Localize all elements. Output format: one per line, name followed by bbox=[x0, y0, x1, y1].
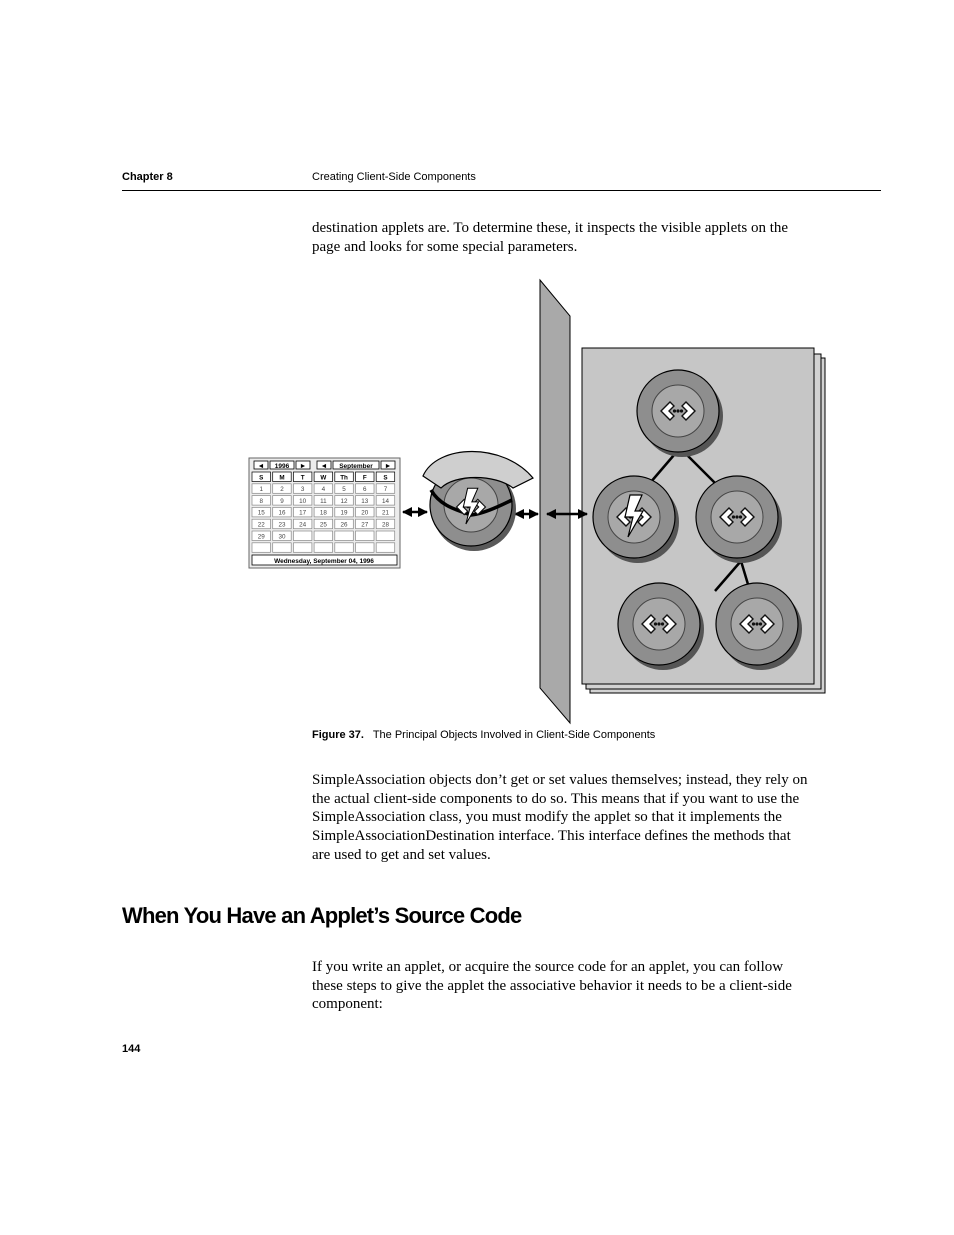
calendar-month: September bbox=[339, 463, 373, 470]
calendar-day-label: 21 bbox=[381, 509, 389, 517]
calendar-day-label: 22 bbox=[257, 521, 265, 529]
calendar-day-label: 19 bbox=[340, 509, 348, 517]
calendar-day-label: 5 bbox=[342, 486, 346, 494]
calendar-day-label: 12 bbox=[340, 497, 348, 505]
calendar-day-label: 17 bbox=[299, 509, 307, 517]
body-paragraph-1: destination applets are. To determine these, it inspects the visible applets on the page and looks for some special parameters. bbox=[312, 220, 789, 255]
calendar-weekday-label: W bbox=[320, 474, 327, 482]
calendar-weekday-label: M bbox=[279, 474, 285, 482]
calendar-day-cell bbox=[376, 531, 395, 541]
calendar-day-cell bbox=[356, 531, 375, 541]
calendar-day-label: 16 bbox=[278, 509, 286, 517]
calendar-day-label: 4 bbox=[321, 486, 326, 494]
calendar-day-label: 29 bbox=[257, 533, 265, 541]
header-rule bbox=[122, 190, 881, 191]
body-paragraph-3: If you write an applet, or acquire the source code for an applet, you can follow these steps to give the applet the associative behavior it needs to be a client-side component: bbox=[312, 959, 792, 1013]
running-header-title: Creating Client-Side Components bbox=[312, 171, 476, 183]
calendar-day-label: 18 bbox=[319, 509, 327, 517]
figure-caption-text: The Principal Objects Involved in Client-Side Components bbox=[372, 729, 656, 741]
wall-panel bbox=[540, 280, 570, 723]
calendar-day-label: 26 bbox=[340, 521, 348, 529]
calendar-day-label: 15 bbox=[257, 509, 265, 517]
section-heading: When You Have an Applet’s Source Code bbox=[122, 903, 522, 928]
body-paragraph-2: SimpleAssociation objects don’t get or set values themselves; instead, they rely on the actual client-side components to do so. This means that if you want to use the SimpleAssociation class, you must modify the applet so that it implements the SimpleAssociationDestination interface. This interface defines the methods that are used to get and set values. bbox=[312, 772, 808, 863]
calendar-weekday-label: Th bbox=[340, 474, 348, 482]
calendar-weekday-label: F bbox=[362, 474, 367, 482]
calendar-day-cell bbox=[335, 543, 354, 553]
calendar-day-label: 14 bbox=[381, 497, 389, 505]
calendar-footer-date: Wednesday, September 04, 1996 bbox=[274, 558, 374, 565]
svg-text:►: ► bbox=[384, 463, 392, 470]
calendar-day-label: 27 bbox=[361, 521, 369, 529]
calendar-day-cell bbox=[293, 543, 312, 553]
calendar-day-cell bbox=[273, 543, 292, 553]
calendar-day-label: 6 bbox=[362, 486, 367, 494]
calendar-day-cell bbox=[293, 531, 312, 541]
svg-text:►: ► bbox=[299, 463, 307, 470]
calendar-weekday-label: S bbox=[259, 474, 264, 482]
calendar-day-label: 25 bbox=[319, 521, 327, 529]
calendar-day-label: 7 bbox=[383, 486, 388, 494]
calendar-day-label: 1 bbox=[259, 486, 264, 494]
calendar-day-label: 10 bbox=[299, 497, 307, 505]
figure-caption bbox=[312, 729, 655, 741]
chapter-label: Chapter 8 bbox=[122, 171, 173, 183]
calendar-day-label: 13 bbox=[361, 497, 369, 505]
calendar-applet bbox=[249, 458, 400, 568]
calendar-weekday-label: T bbox=[300, 474, 305, 482]
figure-37-diagram bbox=[245, 278, 835, 726]
calendar-day-cell bbox=[252, 543, 271, 553]
calendar-day-label: 28 bbox=[381, 521, 389, 529]
calendar-day-label: 23 bbox=[278, 521, 286, 529]
calendar-day-cell bbox=[335, 531, 354, 541]
client-side-component bbox=[423, 452, 533, 552]
calendar-day-label: 11 bbox=[320, 497, 327, 505]
figure-label: Figure 37. bbox=[312, 729, 364, 741]
calendar-day-label: 8 bbox=[259, 497, 264, 505]
calendar-day-cell bbox=[356, 543, 375, 553]
page-number: 144 bbox=[122, 1043, 141, 1055]
calendar-day-label: 2 bbox=[280, 486, 284, 494]
calendar-year: 1996 bbox=[274, 463, 290, 470]
calendar-day-label: 9 bbox=[280, 497, 284, 505]
svg-text:◄: ◄ bbox=[257, 463, 265, 470]
svg-text:◄: ◄ bbox=[320, 463, 328, 470]
calendar-day-cell bbox=[376, 543, 395, 553]
calendar-day-label: 20 bbox=[361, 509, 369, 517]
calendar-day-label: 24 bbox=[299, 521, 307, 529]
calendar-weekday-label: S bbox=[383, 474, 388, 482]
calendar-day-label: 3 bbox=[300, 486, 305, 494]
calendar-day-cell bbox=[314, 543, 333, 553]
calendar-day-cell bbox=[314, 531, 333, 541]
calendar-day-label: 30 bbox=[278, 533, 286, 541]
